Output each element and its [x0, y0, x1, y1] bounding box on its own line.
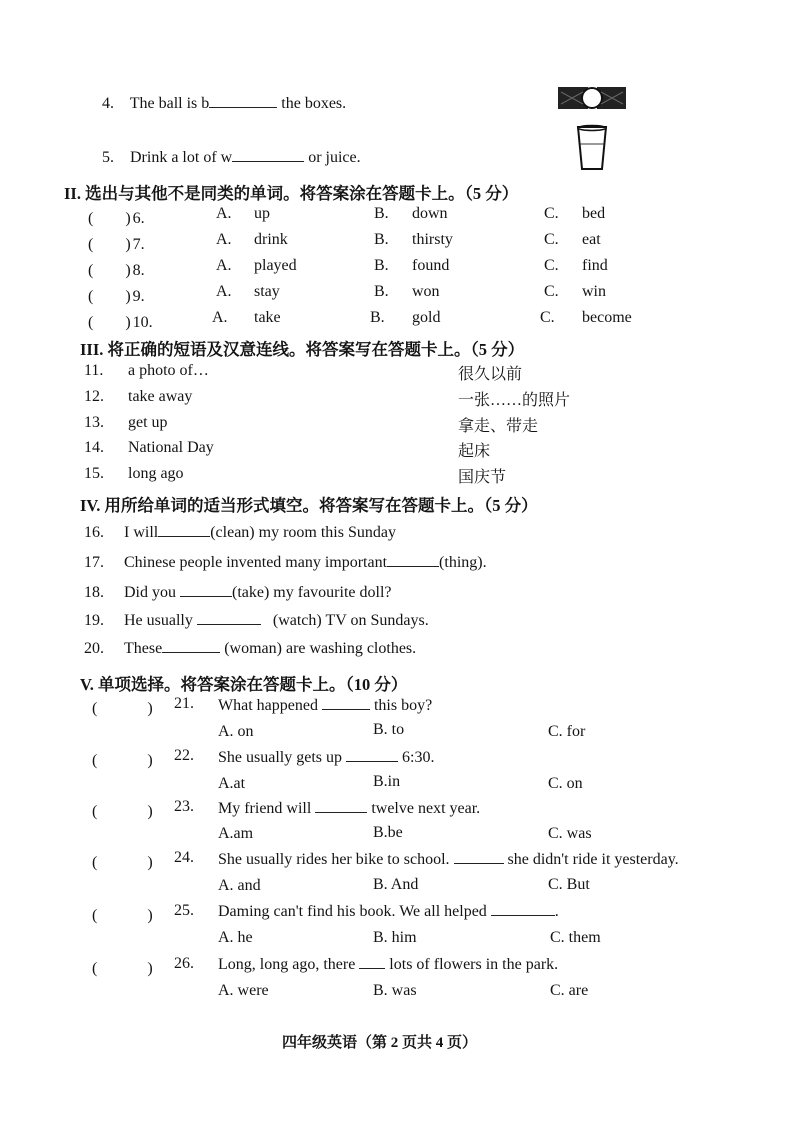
question-text	[218, 747, 434, 767]
fill-item	[84, 638, 416, 658]
matching-number: 15.	[84, 465, 104, 482]
option-b: won	[412, 283, 440, 300]
matching-number: 12.	[84, 388, 104, 405]
word-hint: (thing).	[439, 554, 487, 571]
option-b-letter: B.	[374, 231, 389, 248]
option-c: C. them	[550, 929, 601, 946]
option-b: thirsty	[412, 231, 453, 248]
option-a: A. and	[218, 877, 261, 894]
question-text	[218, 849, 679, 869]
answer-paren[interactable]: ( )	[88, 288, 131, 305]
option-c-letter: C.	[544, 231, 559, 248]
section-2-heading: II. 选出与其他不是同类的单词。将答案涂在答题卡上。（5 分）	[64, 184, 519, 203]
answer-blank[interactable]	[158, 522, 210, 537]
fill-item	[84, 522, 396, 542]
question-number: 8.	[132, 262, 145, 279]
question-text-after: this boy?	[373, 697, 433, 714]
option-a-letter: A.	[216, 283, 232, 300]
answer-blank[interactable]	[197, 610, 261, 625]
option-c: win	[582, 283, 606, 300]
question-number: 24.	[174, 849, 194, 866]
question-text	[218, 954, 558, 974]
option-b-letter: B.	[370, 309, 385, 326]
answer-paren[interactable]: ( )	[88, 210, 131, 227]
question-number: 6.	[132, 210, 145, 227]
option-c: C. was	[548, 825, 592, 842]
option-a-letter: A.	[216, 205, 232, 222]
question-text: or juice.	[308, 149, 361, 166]
matching-english[interactable]: get up	[128, 414, 168, 431]
question-text-before: My friend will	[218, 800, 312, 817]
section-4-heading: IV. 用所给单词的适当形式填空。将答案写在答题卡上。（5 分）	[80, 496, 538, 515]
answer-paren[interactable]: ( )	[88, 236, 131, 253]
option-b: gold	[412, 309, 441, 326]
fill-item	[84, 582, 392, 602]
question-number: 10.	[132, 314, 153, 331]
question-text-after: .	[554, 903, 559, 920]
section-5-heading: V. 单项选择。将答案涂在答题卡上。（10 分）	[80, 675, 408, 694]
answer-paren[interactable]: ( )	[92, 907, 159, 924]
answer-blank[interactable]	[162, 638, 220, 653]
matching-chinese[interactable]: 很久以前	[458, 366, 523, 383]
option-b: B. And	[373, 876, 419, 893]
option-c: C. for	[548, 723, 586, 740]
matching-number: 11.	[84, 362, 104, 379]
boxes-ball-picture	[557, 84, 627, 117]
word-hint: (clean) my room this Sunday	[210, 524, 396, 541]
matching-chinese[interactable]: 国庆节	[458, 469, 507, 486]
question-number: 21.	[174, 695, 194, 712]
option-c: C. But	[548, 876, 590, 893]
option-b: B. to	[373, 721, 405, 738]
option-c: become	[582, 309, 632, 326]
word-hint: (watch) TV on Sundays.	[272, 612, 429, 629]
question-number: 9.	[132, 288, 145, 305]
question-text-after: lots of flowers in the park.	[389, 956, 559, 973]
option-c-letter: C.	[544, 283, 559, 300]
matching-chinese[interactable]: 起床	[458, 443, 491, 460]
option-c: find	[582, 257, 608, 274]
question-text: the boxes.	[281, 95, 347, 112]
option-a: played	[254, 257, 297, 274]
answer-blank[interactable]	[359, 954, 385, 969]
option-b-letter: B.	[374, 257, 389, 274]
answer-paren[interactable]: ( )	[92, 752, 159, 769]
question-text: Did you	[124, 584, 176, 601]
option-a-letter: A.	[216, 257, 232, 274]
question-number: 22.	[174, 747, 194, 764]
matching-english[interactable]: a photo of…	[128, 362, 209, 379]
question-number: 16.	[84, 524, 104, 541]
question-text	[218, 901, 559, 921]
matching-english[interactable]: National Day	[128, 439, 214, 456]
question-text: Drink a lot of w	[130, 149, 233, 166]
option-a: up	[254, 205, 270, 222]
question-number: 5.	[102, 149, 114, 166]
question-number: 17.	[84, 554, 104, 571]
question-4	[102, 93, 346, 113]
answer-blank[interactable]	[387, 552, 439, 567]
answer-paren[interactable]: ( )	[88, 262, 131, 279]
answer-paren[interactable]: ( )	[88, 314, 131, 331]
question-number: 25.	[174, 902, 194, 919]
option-c: eat	[582, 231, 601, 248]
matching-english[interactable]: take away	[128, 388, 193, 405]
option-a-letter: A.	[216, 231, 232, 248]
question-text: He usually	[124, 612, 193, 629]
question-number: 7.	[132, 236, 145, 253]
answer-paren[interactable]: ( )	[92, 960, 159, 977]
answer-blank[interactable]	[454, 849, 504, 864]
question-text: The ball is b	[129, 95, 210, 112]
question-text-before: She usually rides her bike to school.	[218, 851, 450, 868]
option-a: A.am	[218, 825, 254, 842]
question-text	[218, 798, 480, 818]
matching-chinese[interactable]: 一张……的照片	[458, 392, 571, 409]
choice-row	[88, 309, 153, 332]
option-b: B. was	[373, 982, 417, 999]
option-c: C. on	[548, 775, 583, 792]
option-c: C. are	[550, 982, 589, 999]
option-b-letter: B.	[374, 205, 389, 222]
option-b: B.be	[373, 824, 403, 841]
question-5	[102, 147, 361, 167]
word-hint: (take) my favourite doll?	[232, 584, 392, 601]
answer-blank[interactable]	[209, 93, 277, 108]
question-number: 20.	[84, 640, 104, 657]
matching-number: 14.	[84, 439, 104, 456]
matching-english[interactable]: long ago	[128, 465, 184, 482]
question-number: 4.	[102, 95, 114, 112]
glass-of-water-picture	[576, 124, 608, 177]
choice-row	[88, 283, 145, 306]
word-hint: (woman) are washing clothes.	[224, 640, 417, 657]
option-a: drink	[254, 231, 288, 248]
choice-row	[88, 231, 145, 254]
question-text-after: twelve next year.	[371, 800, 481, 817]
section-3-heading: III. 将正确的短语及汉意连线。将答案写在答题卡上。（5 分）	[80, 340, 525, 359]
answer-paren[interactable]: ( )	[92, 700, 159, 717]
question-text: I will	[124, 524, 159, 541]
answer-blank[interactable]	[346, 747, 398, 762]
question-number: 19.	[84, 612, 104, 629]
option-a-letter: A.	[212, 309, 228, 326]
option-b-letter: B.	[374, 283, 389, 300]
matching-chinese[interactable]: 拿走、带走	[458, 418, 539, 435]
answer-blank[interactable]	[322, 695, 370, 710]
option-b: B. him	[373, 929, 417, 946]
option-b: down	[412, 205, 448, 222]
fill-item	[84, 552, 487, 572]
option-c-letter: C.	[544, 205, 559, 222]
matching-number: 13.	[84, 414, 104, 431]
answer-blank[interactable]	[491, 901, 555, 916]
question-text-after: 6:30.	[402, 749, 435, 766]
question-text-after: she didn't ride it yesterday.	[507, 851, 679, 868]
option-c-letter: C.	[544, 257, 559, 274]
answer-paren[interactable]: ( )	[92, 803, 159, 820]
question-number: 18.	[84, 584, 104, 601]
option-c: bed	[582, 205, 606, 222]
page-footer: 四年级英语（第 2 页共 4 页）	[282, 1035, 478, 1051]
question-text-before: Long, long ago, there	[218, 956, 356, 973]
question-text: These	[124, 640, 163, 657]
answer-blank[interactable]	[232, 147, 304, 162]
option-b: found	[412, 257, 450, 274]
fill-item	[84, 610, 429, 630]
option-c-letter: C.	[540, 309, 555, 326]
question-number: 26.	[174, 955, 194, 972]
answer-paren[interactable]: ( )	[92, 854, 159, 871]
choice-row	[88, 257, 145, 280]
question-text-before: What happened	[218, 697, 318, 714]
option-a: A.at	[218, 775, 246, 792]
question-number: 23.	[174, 798, 194, 815]
option-a: A. on	[218, 723, 254, 740]
option-a: take	[254, 309, 281, 326]
option-a: A. he	[218, 929, 253, 946]
answer-blank[interactable]	[315, 798, 367, 813]
option-a: stay	[254, 283, 280, 300]
choice-row	[88, 205, 145, 228]
question-text-before: Daming can't find his book. We all helped	[218, 903, 487, 920]
question-text-before: She usually gets up	[218, 749, 342, 766]
answer-blank[interactable]	[180, 582, 232, 597]
question-text	[218, 695, 432, 715]
question-text: Chinese people invented many important	[124, 554, 388, 571]
option-b: B.in	[373, 773, 401, 790]
option-a: A. were	[218, 982, 269, 999]
